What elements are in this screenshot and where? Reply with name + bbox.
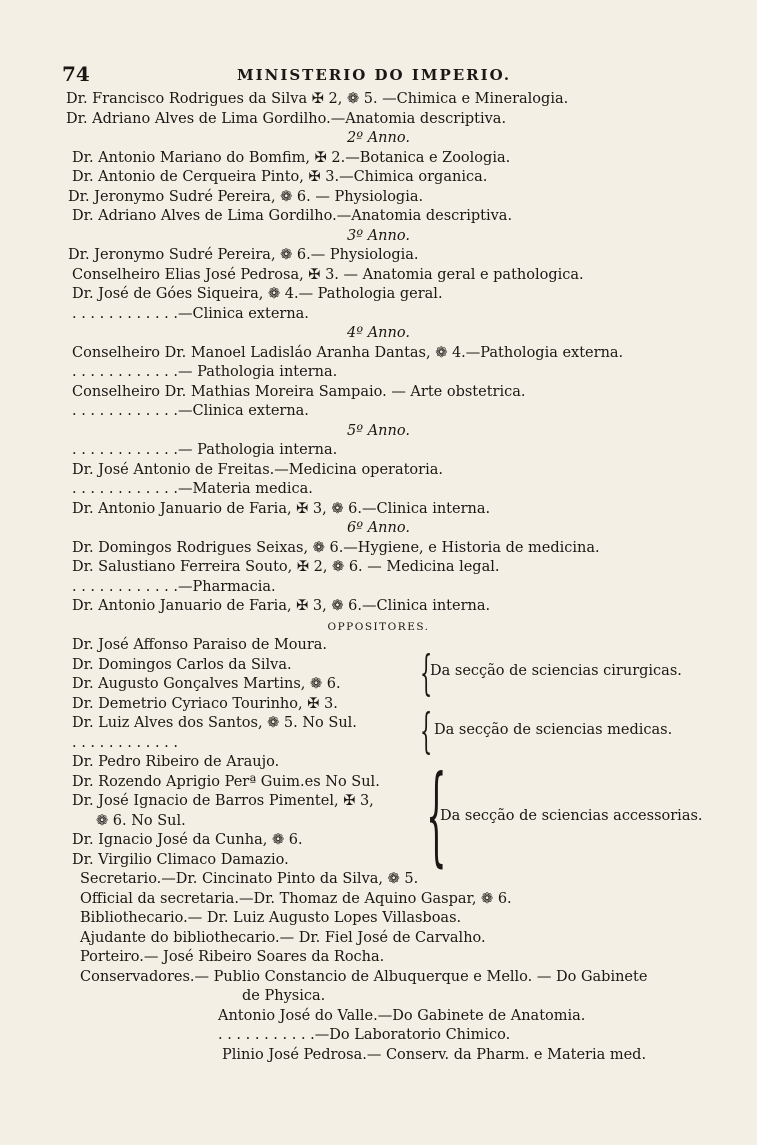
line-text: . . . . . . . . . . . .— Pathologia interna.: [72, 364, 338, 380]
line-text: Official da secretaria.—Dr. Thomaz de Aquino Gaspar, ❁ 6.: [80, 890, 512, 907]
text-line: [0, 246, 757, 266]
text-line: [0, 617, 757, 637]
text-line: [0, 207, 757, 227]
line-text: Dr. Antonio Mariano do Bomfim, ✠ 2.—Botanica e Zoologia.: [72, 149, 511, 166]
text-line: [0, 695, 757, 715]
line-text: Dr. Antonio Januario de Faria, ✠ 3, ❁ 6.—Clinica interna.: [72, 500, 491, 517]
line-text: Dr. Domingos Rodrigues Seixas, ❁ 6.—Hygiene, e Historia de medicina.: [72, 539, 600, 556]
text-line: [0, 227, 757, 247]
text-line: [0, 110, 757, 130]
line-text: Plinio José Pedrosa.— Conserv. da Pharm. e Materia med.: [222, 1046, 647, 1063]
line-text: Dr. Pedro Ribeiro de Araujo.: [72, 754, 280, 770]
line-text: Ajudante do bibliothecario.— Dr. Fiel José de Carvalho.: [80, 929, 486, 946]
line-text: Dr. Ignacio José da Cunha, ❁ 6.: [72, 832, 303, 848]
label-medicas: Da secção de sciencias medicas.: [434, 722, 673, 738]
text-line: [0, 188, 757, 208]
text-line: [0, 597, 757, 617]
text-line: [0, 519, 757, 539]
text-line: [0, 285, 757, 305]
line-text: de Physica.: [242, 988, 326, 1004]
line-text: Dr. Luiz Alves dos Santos, ❁ 5. No Sul.: [72, 715, 357, 731]
line-text: Secretario.—Dr. Cincinato Pinto da Silva, ❁ 5.: [80, 871, 419, 887]
line-text: Antonio José do Valle.—Do Gabinete de Anatomia.: [218, 1007, 586, 1024]
line-text: Dr. Francisco Rodrigues da Silva ✠ 2, ❁ 5. —Chimica e Mineralogia.: [66, 91, 569, 107]
line-text: . . . . . . . . . . .—Do Laboratorio Chimico.: [218, 1027, 511, 1043]
line-text: Dr. Rozendo Aprigio Perª Guim.es No Sul.: [72, 773, 380, 790]
text-line: [0, 422, 757, 442]
line-text: OPPOSITORES.: [327, 620, 430, 633]
text-line: [0, 461, 757, 481]
text-line: [0, 129, 757, 149]
line-text: Conselheiro Dr. Manoel Ladisláo Aranha Dantas, ❁ 4.—Pathologia externa.: [72, 344, 624, 361]
line-text: 6º Anno.: [347, 520, 410, 536]
line-text: 3º Anno.: [347, 227, 410, 244]
running-title: MINISTERIO DO IMPERIO.: [237, 66, 512, 84]
text-line: [0, 870, 757, 890]
line-text: Dr. Salustiano Ferreira Souto, ✠ 2, ❁ 6. — Medicina legal.: [72, 559, 500, 575]
line-text: Conselheiro Elias José Pedrosa, ✠ 3. — Anatomia geral e pathologica.: [72, 266, 584, 283]
text-line: [0, 402, 757, 422]
label-cirurgicas: Da secção de sciencias cirurgicas.: [430, 663, 682, 679]
line-text: Dr. Antonio de Cerqueira Pinto, ✠ 3.—Chimica organica.: [72, 169, 488, 185]
line-text: Dr. Augusto Gonçalves Martins, ❁ 6.: [72, 676, 341, 692]
line-text: . . . . . . . . . . . .—Materia medica.: [72, 481, 313, 497]
text-line: [0, 90, 757, 110]
line-text: Dr. José Ignacio de Barros Pimentel, ✠ 3,: [72, 793, 374, 809]
line-text: Bibliothecario.— Dr. Luiz Augusto Lopes Villasboas.: [80, 910, 462, 926]
label-accessorias: Da secção de sciencias accessorias.: [440, 808, 703, 824]
line-text: Dr. José Antonio de Freitas.—Medicina operatoria.: [72, 461, 443, 478]
text-line: [0, 1046, 757, 1066]
text-line: [0, 831, 757, 851]
text-line: [0, 968, 757, 988]
text-line: [0, 773, 757, 793]
text-line: [0, 1026, 757, 1046]
text-line: [0, 636, 757, 656]
line-text: Dr. Antonio Januario de Faria, ✠ 3, ❁ 6.—Clinica interna.: [72, 598, 491, 614]
text-line: [0, 558, 757, 578]
line-text: . . . . . . . . . . . .—Pharmacia.: [72, 578, 276, 595]
line-text: ❁ 6. No Sul.: [96, 812, 186, 829]
line-text: . . . . . . . . . . . .—Clinica externa.: [72, 305, 309, 322]
line-text: 5º Anno.: [347, 422, 410, 439]
line-text: Dr. Adriano Alves de Lima Gordilho.—Anatomia descriptiva.: [72, 208, 513, 224]
line-text: Dr. Demetrio Cyriaco Tourinho, ✠ 3.: [72, 695, 338, 712]
text-line: [0, 909, 757, 929]
line-text: Dr. Jeronymo Sudré Pereira, ❁ 6. — Physiologia.: [68, 188, 424, 205]
line-text: Dr. Virgilio Climaco Damazio.: [72, 851, 289, 868]
text-line: [0, 500, 757, 520]
line-text: . . . . . . . . . . . .— Pathologia interna.: [72, 442, 338, 458]
text-line: [0, 266, 757, 286]
text-line: [0, 363, 757, 383]
line-text: Dr. José Affonso Paraiso de Moura.: [72, 637, 328, 653]
text-line: [0, 149, 757, 169]
text-line: [0, 344, 757, 364]
line-text: Conservadores.— Publio Constancio de Albuquerque e Mello. — Do Gabinete: [80, 968, 648, 985]
text-line: [0, 987, 757, 1007]
text-line: [0, 480, 757, 500]
page-header: [62, 62, 702, 86]
brace-accessorias: {: [426, 753, 447, 878]
text-line: [0, 929, 757, 949]
brace-cirurgicas: {: [420, 645, 433, 701]
line-text: Dr. José de Góes Siqueira, ❁ 4.— Pathologia geral.: [72, 286, 443, 302]
line-text: Dr. Adriano Alves de Lima Gordilho.—Anatomia descriptiva.: [66, 110, 507, 127]
line-text: Conselheiro Dr. Mathias Moreira Sampaio. — Arte obstetrica.: [72, 383, 526, 400]
page-number: 74: [62, 62, 90, 86]
line-text: 4º Anno.: [347, 325, 410, 341]
line-text: Dr. Jeronymo Sudré Pereira, ❁ 6.— Physiologia.: [68, 247, 419, 263]
text-line: [0, 851, 757, 871]
text-line: [0, 539, 757, 559]
text-line: [0, 578, 757, 598]
text-line: [0, 948, 757, 968]
text-line: [0, 441, 757, 461]
text-line: [0, 324, 757, 344]
line-text: . . . . . . . . . . . .—Clinica externa.: [72, 403, 309, 419]
text-line: [0, 753, 757, 773]
text-line: [0, 168, 757, 188]
text-line: [0, 305, 757, 325]
line-text: 2º Anno.: [347, 130, 410, 146]
text-line: [0, 383, 757, 403]
brace-medicas: {: [420, 703, 433, 759]
line-text: Dr. Domingos Carlos da Silva.: [72, 656, 292, 673]
line-text: Porteiro.— José Ribeiro Soares da Rocha.: [80, 949, 385, 965]
text-line: [0, 1007, 757, 1027]
text-body: [0, 90, 757, 1065]
text-line: [0, 890, 757, 910]
line-text: . . . . . . . . . . . .: [72, 734, 179, 751]
